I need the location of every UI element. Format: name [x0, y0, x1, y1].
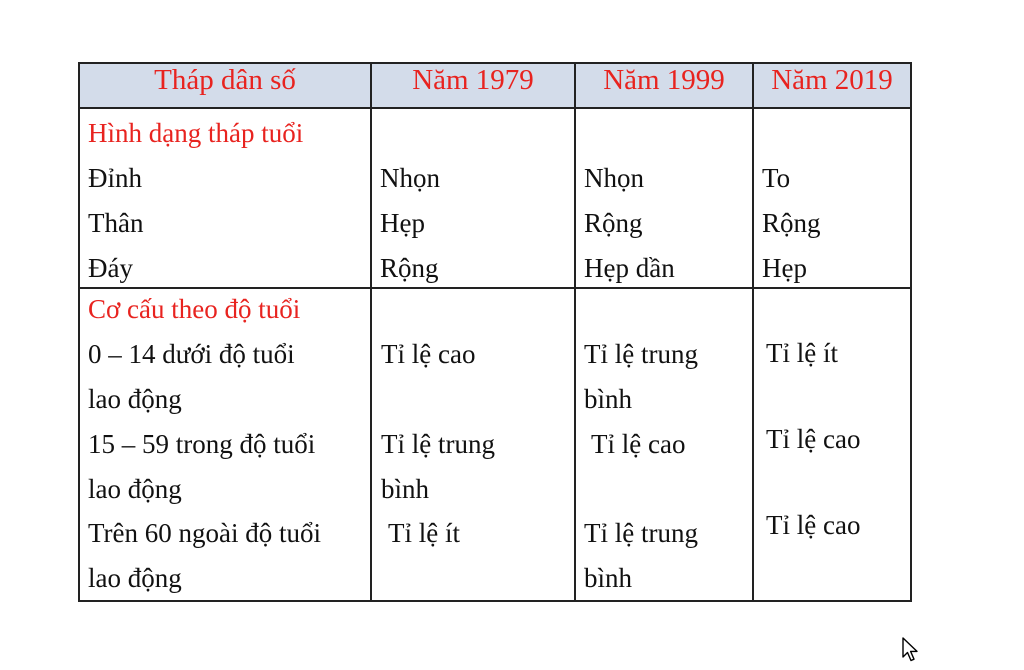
- structure-label-15-59-line2: lao động: [88, 474, 182, 504]
- structure-section-title: Cơ cấu theo độ tuổi: [88, 294, 301, 324]
- shape-row: [79, 108, 911, 288]
- structure-label-60-line2: lao động: [88, 563, 182, 593]
- shape-1999-middle: Rộng: [584, 208, 643, 238]
- structure-2019-0-14: Tỉ lệ ít: [766, 338, 838, 368]
- shape-1999-cell: [575, 108, 753, 288]
- structure-1979-15-59-line2: bình: [381, 474, 430, 504]
- shape-2019-base: Hẹp: [762, 253, 807, 283]
- shape-label-cell: [79, 108, 371, 288]
- population-pyramid-table: [78, 62, 912, 602]
- header-year-1979: Năm 1979: [371, 63, 575, 108]
- header-year-2019: Năm 2019: [753, 63, 911, 108]
- structure-1999-60-line2: bình: [584, 563, 633, 593]
- structure-2019-60: Tỉ lệ cao: [766, 510, 861, 540]
- structure-1999-0-14-line1: Tỉ lệ trung: [584, 339, 698, 369]
- structure-1979-60: Tỉ lệ ít: [388, 518, 460, 548]
- structure-1999-15-59: Tỉ lệ cao: [591, 429, 686, 459]
- structure-label-cell: [79, 288, 371, 601]
- structure-1999-60-line1: Tỉ lệ trung: [584, 518, 698, 548]
- shape-label-top: Đỉnh: [88, 163, 142, 193]
- header-row: [79, 63, 911, 108]
- shape-2019-middle: Rộng: [762, 208, 821, 238]
- structure-1979-cell: [371, 288, 575, 601]
- header-pyramid: Tháp dân số: [79, 63, 371, 108]
- shape-label-middle: Thân: [88, 208, 144, 238]
- shape-1999-base: Hẹp dần: [584, 253, 675, 283]
- structure-row: [79, 288, 911, 601]
- shape-1979-middle: Hẹp: [380, 208, 425, 238]
- structure-label-0-14-line1: 0 – 14 dưới độ tuổi: [88, 339, 295, 369]
- structure-label-15-59-line1: 15 – 59 trong độ tuổi: [88, 429, 316, 459]
- shape-1979-cell: [371, 108, 575, 288]
- structure-1999-0-14-line2: bình: [584, 384, 633, 414]
- shape-2019-top: To: [762, 163, 791, 193]
- shape-2019-cell: [753, 108, 911, 288]
- shape-label-base: Đáy: [88, 253, 133, 283]
- shape-1999-top: Nhọn: [584, 163, 644, 193]
- structure-2019-cell: [753, 288, 911, 601]
- structure-label-60-line1: Trên 60 ngoài độ tuổi: [88, 518, 322, 548]
- arrow-cursor-icon: [902, 637, 920, 663]
- structure-label-0-14-line2: lao động: [88, 384, 182, 414]
- structure-1999-cell: [575, 288, 753, 601]
- structure-1979-0-14: Tỉ lệ cao: [381, 339, 476, 369]
- structure-2019-15-59: Tỉ lệ cao: [766, 424, 861, 454]
- shape-1979-top: Nhọn: [380, 163, 440, 193]
- shape-section-title: Hình dạng tháp tuổi: [88, 118, 304, 148]
- header-year-1999: Năm 1999: [575, 63, 753, 108]
- shape-1979-base: Rộng: [380, 253, 439, 283]
- structure-1979-15-59-line1: Tỉ lệ trung: [381, 429, 495, 459]
